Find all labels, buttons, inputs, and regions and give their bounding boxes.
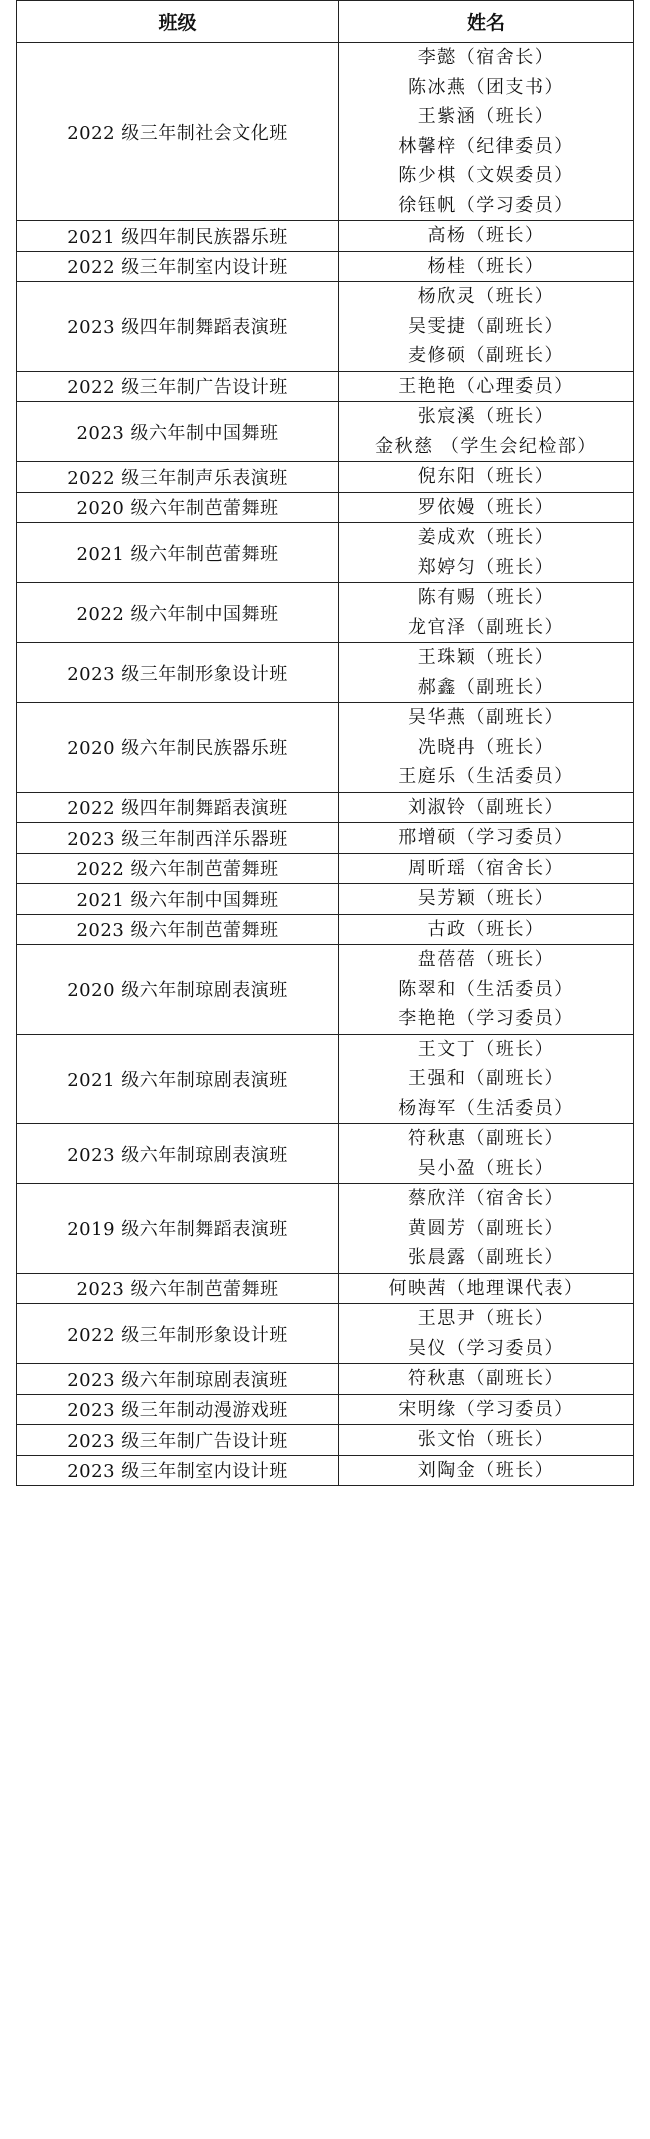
class-cell: 2023 级三年制室内设计班 [17,1455,339,1486]
class-cell: 2022 级三年制室内设计班 [17,251,339,282]
table-row [17,1455,634,1486]
student-name: 王强和（副班长） [408,1068,564,1089]
names-cell [339,583,634,643]
names-cell [339,853,634,884]
class-cell: 2023 级六年制中国舞班 [17,402,339,462]
student-name: 古政（班长） [427,918,545,940]
student-name: 陈翠和（生活委员） [398,978,574,1000]
student-name: 高杨（班长） [427,225,545,246]
names-cell [339,1394,634,1425]
student-name: 王庭乐（生活委员） [398,766,574,787]
table-row [17,402,634,462]
class-cell: 2023 级三年制广告设计班 [17,1425,339,1456]
student-name: 龙官泽（副班长） [408,616,564,638]
class-cell: 2022 级三年制形象设计班 [17,1304,339,1364]
table-row [17,853,634,884]
class-cell: 2022 级三年制广告设计班 [17,371,339,402]
table-row [17,492,634,523]
table-row [17,523,634,583]
names-cell [339,251,634,282]
student-name: 张文怡（班长） [417,1429,555,1450]
names-cell [339,1304,634,1364]
student-name: 吴芳颖（班长） [417,888,555,909]
table-row [17,945,634,1035]
student-name: 王艳艳（心理委员） [398,375,574,397]
class-cell: 2023 级六年制芭蕾舞班 [17,1273,339,1304]
student-name: 麦修硕（副班长） [408,345,564,366]
class-cell: 2023 级三年制西洋乐器班 [17,823,339,854]
table-row [17,914,634,945]
names-cell [339,523,634,583]
student-name: 王紫涵（班长） [417,106,555,127]
student-name: 林馨梓（纪律委员） [398,135,574,157]
names-cell [339,371,634,402]
table-row [17,221,634,252]
student-name: 吴华燕（副班长） [408,707,564,728]
class-cell: 2019 级六年制舞蹈表演班 [17,1184,339,1274]
student-name: 宋明缘（学习委员） [398,1398,574,1420]
student-name: 杨桂（班长） [427,255,545,277]
table-row [17,1364,634,1395]
student-name: 王文丁（班长） [417,1038,555,1060]
student-name: 金秋慈 （学生会纪检部） [375,435,597,457]
table-row [17,1034,634,1124]
student-name: 蔡欣洋（宿舍长） [408,1188,564,1209]
names-cell [339,1425,634,1456]
class-cell: 2022 级三年制社会文化班 [17,43,339,221]
class-cell: 2023 级四年制舞蹈表演班 [17,282,339,372]
table-row [17,643,634,703]
table-row [17,1394,634,1425]
student-name: 倪东阳（班长） [417,466,555,487]
class-cell: 2020 级六年制民族器乐班 [17,703,339,793]
class-cell: 2023 级六年制芭蕾舞班 [17,914,339,945]
student-name: 吴雯捷（副班长） [408,315,564,337]
student-name: 郝鑫（副班长） [417,676,555,698]
class-cell: 2023 级六年制琼剧表演班 [17,1124,339,1184]
class-cell: 2021 级六年制琼剧表演班 [17,1034,339,1124]
student-name: 姜成欢（班长） [417,527,555,548]
names-cell [339,1455,634,1486]
student-name: 陈有赐（班长） [417,587,555,608]
class-roster-table [16,0,634,1486]
student-name: 符秋惠（副班长） [408,1128,564,1149]
table-row [17,823,634,854]
names-cell [339,884,634,915]
table-row [17,282,634,372]
names-cell [339,945,634,1035]
student-name: 刘淑铃（副班长） [408,796,564,818]
names-cell [339,1124,634,1184]
student-name: 王珠颖（班长） [417,647,555,668]
class-cell: 2022 级六年制芭蕾舞班 [17,853,339,884]
student-name: 盘蓓蓓（班长） [417,949,555,970]
table-row [17,703,634,793]
student-name: 王思尹（班长） [417,1308,555,1329]
table-row [17,1425,634,1456]
student-name: 黄圆芳（副班长） [408,1217,564,1239]
table-row [17,251,634,282]
names-cell [339,282,634,372]
table-row [17,1273,634,1304]
table-row [17,884,634,915]
student-name: 符秋惠（副班长） [408,1368,564,1389]
class-cell: 2023 级六年制琼剧表演班 [17,1364,339,1395]
class-cell: 2023 级三年制形象设计班 [17,643,339,703]
student-name: 张宸溪（班长） [417,406,555,427]
names-cell [339,462,634,493]
names-cell [339,43,634,221]
names-cell [339,1184,634,1274]
class-cell: 2023 级三年制动漫游戏班 [17,1394,339,1425]
names-cell [339,643,634,703]
student-name: 吴小盈（班长） [417,1157,555,1179]
header-class: 班级 [17,1,339,43]
student-name: 徐钰帆（学习委员） [398,194,574,216]
class-cell: 2022 级六年制中国舞班 [17,583,339,643]
table-body [17,43,634,1486]
student-name: 罗依嫚（班长） [417,496,555,518]
names-cell [339,914,634,945]
names-cell [339,792,634,823]
student-name: 杨欣灵（班长） [417,286,555,307]
student-name: 杨海军（生活委员） [398,1097,574,1119]
names-cell [339,221,634,252]
class-cell: 2021 级四年制民族器乐班 [17,221,339,252]
names-cell [339,492,634,523]
student-name: 何映茜（地理课代表） [388,1277,584,1299]
class-cell: 2020 级六年制琼剧表演班 [17,945,339,1035]
names-cell [339,1364,634,1395]
names-cell [339,823,634,854]
student-name: 张晨露（副班长） [408,1247,564,1268]
table-row [17,1304,634,1364]
table-row [17,462,634,493]
class-cell: 2020 级六年制芭蕾舞班 [17,492,339,523]
student-name: 李艳艳（学习委员） [398,1008,574,1029]
student-name: 刘陶金（班长） [417,1459,555,1481]
table-row [17,583,634,643]
table-row [17,792,634,823]
student-name: 吴仪（学习委员） [408,1337,564,1359]
table-row [17,1184,634,1274]
names-cell [339,1273,634,1304]
header-name: 姓名 [339,1,634,43]
names-cell [339,1034,634,1124]
class-cell: 2021 级六年制中国舞班 [17,884,339,915]
class-cell: 2022 级三年制声乐表演班 [17,462,339,493]
class-cell: 2021 级六年制芭蕾舞班 [17,523,339,583]
student-name: 李懿（宿舍长） [417,47,555,68]
names-cell [339,703,634,793]
student-name: 郑婷匀（班长） [417,556,555,578]
student-name: 冼晓冉（班长） [417,736,555,758]
class-cell: 2022 级四年制舞蹈表演班 [17,792,339,823]
student-name: 陈冰燕（团支书） [408,76,564,98]
table-row [17,371,634,402]
table-row [17,1124,634,1184]
names-cell [339,402,634,462]
table-header-row [17,1,634,43]
table-row [17,43,634,221]
student-name: 陈少棋（文娱委员） [398,165,574,186]
student-name: 邢增硕（学习委员） [398,827,574,848]
student-name: 周昕瑶（宿舍长） [408,857,564,879]
